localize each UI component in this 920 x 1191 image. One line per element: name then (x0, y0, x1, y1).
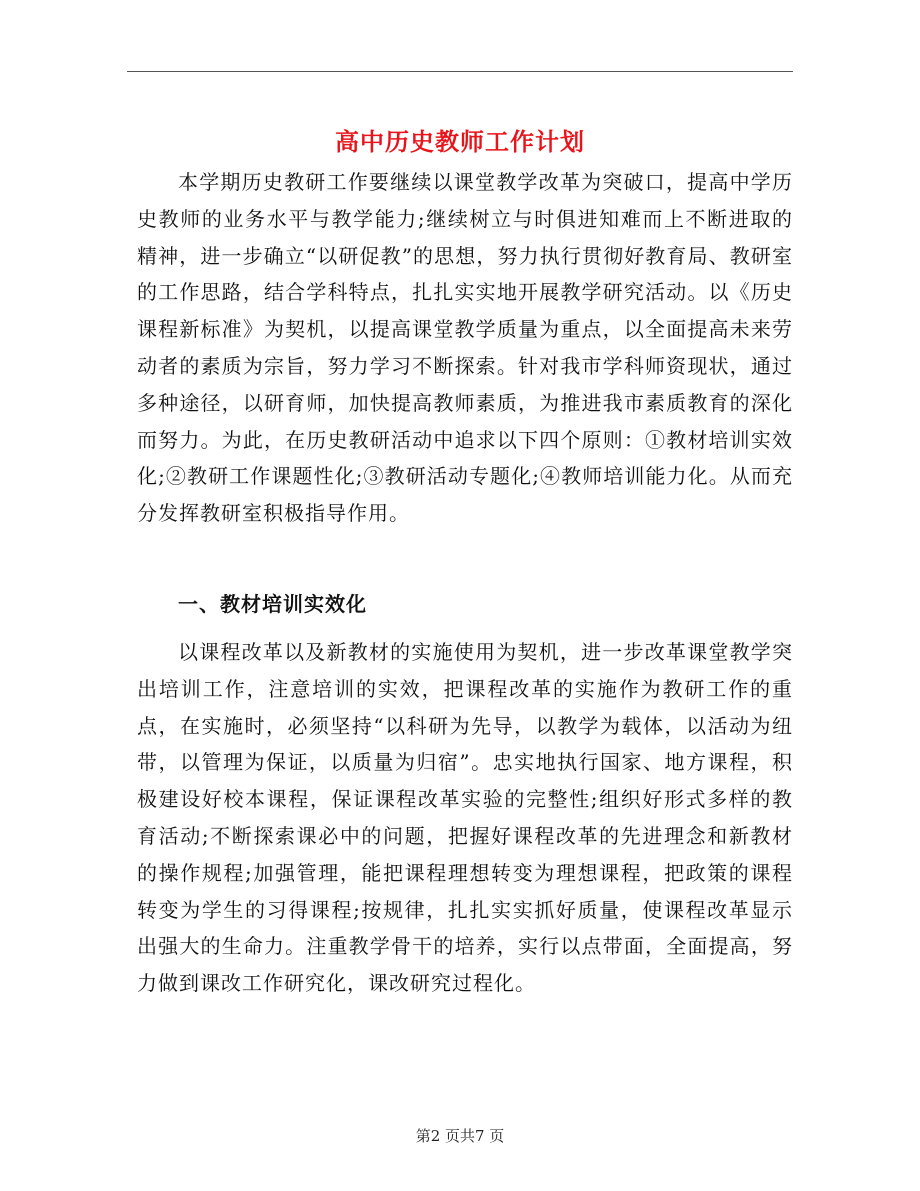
document-title: 高中历史教师工作计划 (335, 127, 585, 157)
intro-paragraph: 本学期历史教研工作要继续以课堂教学改革为突破口，提高中学历史教师的业务水平与教学能力;继续树立与时俱进知难而上不断进取的精神，进一步确立“以研促教”的思想，努力执行贯彻好教育局、教研室的工作思路，结合学科特点，扎扎实实地开展教学研究活动。以《历史课程新标准》为契机，以提高课堂教学质量为重点，以全面提高未来劳动者的素质为宗旨，努力学习不断探索。针对我市学科师资现状，通过多种途径，以研育师，加快提高教师素质，为推进我市素质教育的深化而努力。为此，在历史教研活动中追求以下四个原则：①教材培训实效化;②教研工作课题性化;③教研活动专题化;④教师培训能力化。从而充分发挥教研室积极指导作用。 (137, 170, 793, 526)
section-1-paragraph: 以课程改革以及新教材的实施使用为契机，进一步改革课堂教学突出培训工作，注意培训的实效，把课程改革的实施作为教研工作的重点，在实施时，必须坚持“以科研为先导，以教学为载体，以活动为纽带，以管理为保证，以质量为归宿”。忠实地执行国家、地方课程，积极建设好校本课程，保证课程改革实验的完整性;组织好形式多样的教育活动;不断探索课必中的问题，把握好课程改革的先进理念和新教材的操作规程;加强管理，能把课程理想转变为理想课程，把政策的课程转变为学生的习得课程;按规律，扎扎实实抓好质量，使课程改革显示出强大的生命力。注重教学骨干的培养，实行以点带面，全面提高，努力做到课改工作研究化，课改研究过程化。 (137, 640, 793, 996)
section-heading-1: 一、教材培训实效化 (178, 592, 367, 616)
header-rule (127, 71, 793, 72)
page-number: 第2 页共7 页 (415, 1127, 505, 1145)
